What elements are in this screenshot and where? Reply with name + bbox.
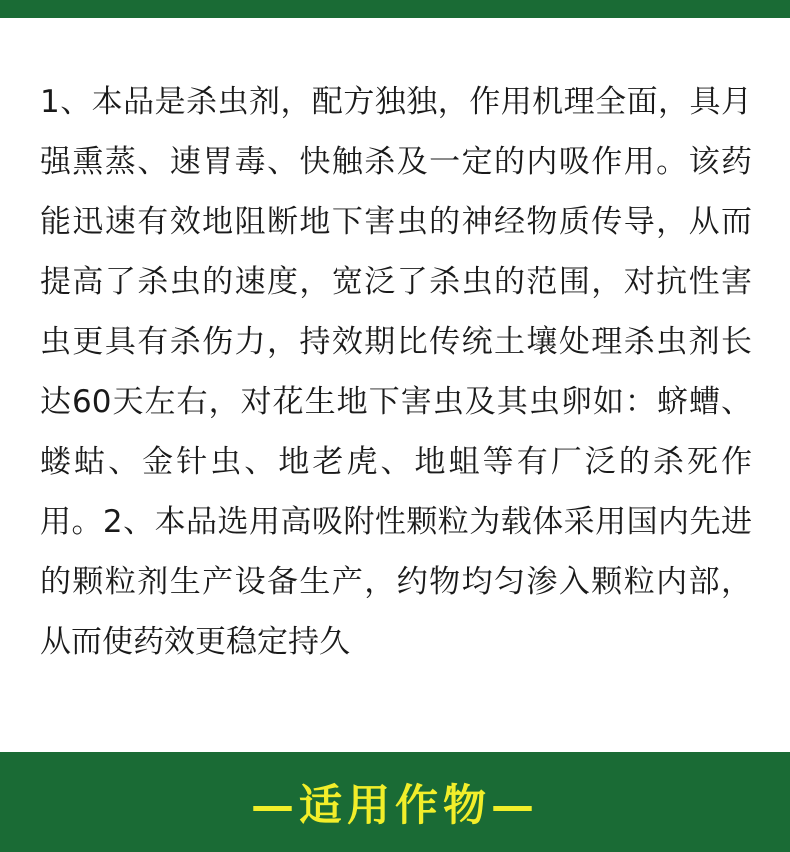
top-green-bar [0, 0, 790, 18]
section-banner-title: —适用作物— [251, 780, 539, 831]
product-description-text: 1、本品是杀虫剂，配方独独，作用机理全面，具月强熏蒸、速胃毒、快触杀及一定的内吸作用。该药能迅速有效地阻断地下害虫的神经物质传导，从而提高了杀虫的速度，宽泛了杀虫的范围，对抗性害虫更具有杀伤力，持效期比传统土壤处理杀虫剂长达60天左右，对花生地下害虫及其虫卵如：蛴螬、蝼蛄、金针虫、地老虎、地蛆等有厂泛的杀死作用。2、本品选用高吸附性颗粒为载体采用国内先进的颗粒剂生产设备生产，约物均匀渗入颗粒内部，从而使药效更稳定持久 [40, 84, 752, 660]
